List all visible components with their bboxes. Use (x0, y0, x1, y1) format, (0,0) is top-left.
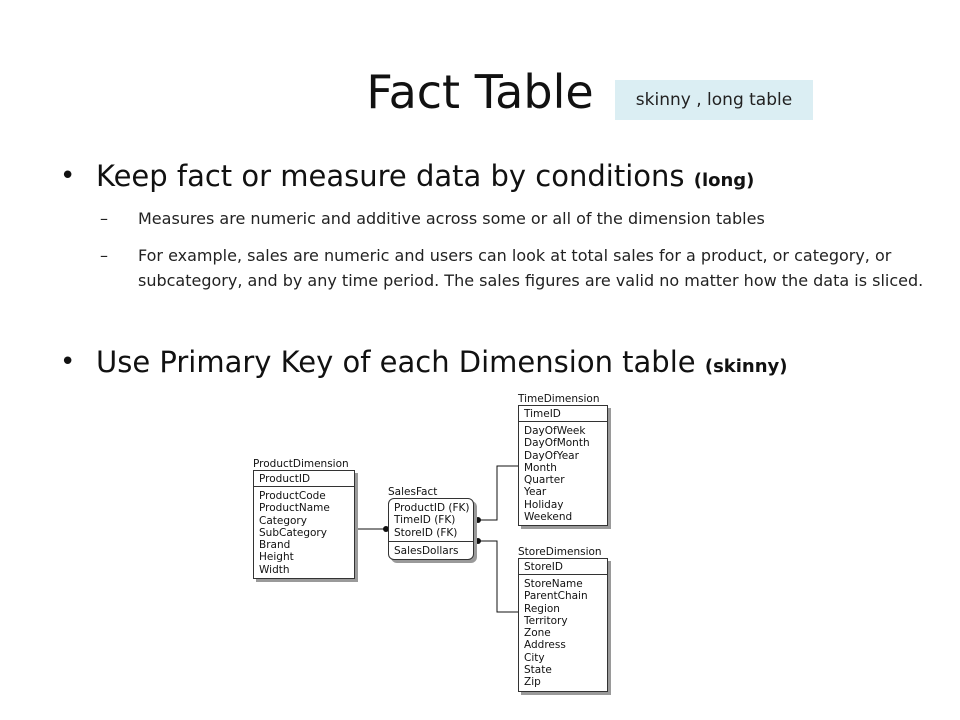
sub-bullet-text: For example, sales are numeric and users can look at total sales for a product, or category, or subcategory, and by any time period. The sales figures are valid no matter how the data is sliced. (138, 246, 924, 290)
column: City (524, 651, 545, 664)
primary-key: TimeID (519, 406, 607, 422)
column: Zip (524, 676, 541, 689)
column: Year (524, 486, 547, 499)
table-box (253, 470, 355, 579)
column: ParentChain (524, 590, 588, 603)
column: Region (524, 602, 560, 615)
foreign-keys (389, 499, 473, 542)
column: ProductCode (259, 490, 326, 502)
column: ProductName (259, 502, 330, 515)
time-sales-link (475, 466, 518, 520)
table-name: TimeDimension (518, 393, 600, 405)
table-name: ProductDimension (253, 458, 349, 470)
foreign-key: StoreID (FK) (394, 526, 458, 539)
column: Territory (524, 614, 568, 627)
foreign-key: TimeID (FK) (394, 514, 456, 527)
table-name: SalesFact (388, 486, 438, 498)
bullet-dot-icon: • (60, 347, 76, 377)
store-sales-link (475, 541, 518, 612)
bullet-note: (long) (693, 170, 755, 191)
dash-icon: – (100, 209, 108, 228)
table-box (518, 558, 608, 692)
column: Brand (259, 539, 291, 552)
column: DayOfWeek (524, 425, 586, 437)
primary-key: ProductID (254, 471, 354, 487)
primary-key: StoreID (519, 559, 607, 575)
bullet-text: Keep fact or measure data by conditions (96, 159, 685, 193)
time-link-end-dot (475, 517, 481, 523)
column: SalesDollars (394, 544, 459, 557)
column: Width (259, 563, 290, 576)
column: Holiday (524, 498, 564, 511)
bullet-note: (skinny) (704, 356, 788, 377)
bullet-text: Use Primary Key of each Dimension table (96, 345, 696, 379)
store-link-end-dot (475, 538, 481, 544)
dash-icon: – (100, 246, 108, 265)
column: Address (524, 639, 566, 652)
column: DayOfYear (524, 449, 579, 462)
column: Quarter (524, 474, 565, 487)
table-box (518, 405, 608, 526)
column-list (389, 542, 473, 559)
column: StoreName (524, 578, 583, 590)
column-list (519, 422, 607, 525)
column: Month (524, 461, 557, 474)
sub-bullet-text: Measures are numeric and additive across some or all of the dimension tables (138, 209, 765, 228)
column: Height (259, 551, 294, 564)
column: Zone (524, 627, 551, 640)
foreign-key: ProductID (FK) (394, 502, 470, 514)
column: SubCategory (259, 526, 327, 539)
slide-title: Fact Table (366, 65, 594, 119)
table-name: StoreDimension (518, 546, 602, 558)
column: State (524, 664, 552, 677)
table-box (388, 498, 474, 560)
column: DayOfMonth (524, 437, 590, 450)
column: Weekend (524, 511, 573, 524)
bullet-dot-icon: • (60, 161, 76, 191)
column: Category (259, 514, 307, 527)
column-list (519, 575, 607, 691)
column-list (254, 487, 354, 578)
skinny-long-badge: skinny , long table (615, 80, 813, 120)
